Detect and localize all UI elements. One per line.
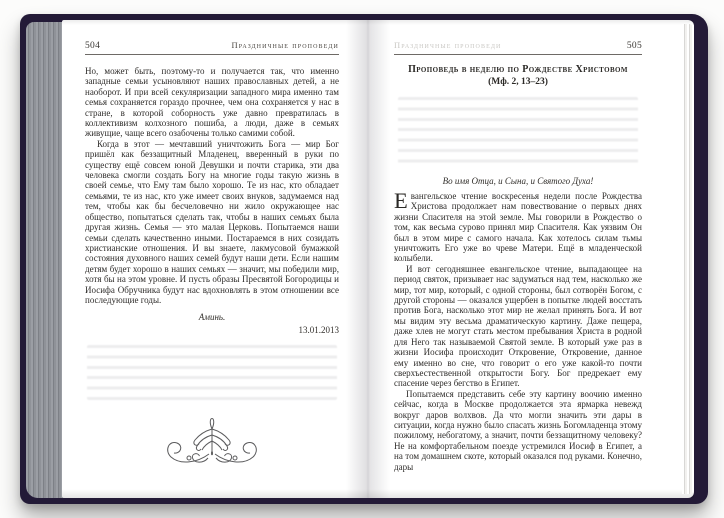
amen-line: Аминь. <box>198 312 226 323</box>
left-page-header <box>85 40 339 55</box>
running-title: Праздничные проповеди <box>231 40 339 50</box>
right-page-header <box>394 40 642 55</box>
drop-cap-initial: Е <box>394 188 408 213</box>
left-page <box>85 40 339 481</box>
right-page-body <box>394 188 642 472</box>
paragraph: Но, может быть, поэтому-то и получается так, что именно западные семьи усыновляют наших православных детей, а не наоборот. И при всей секуляризации западного мира именно там семья сохраняется гораздо прочнее, чем она сохраняется у нас в стране, в которой соборность уже давно превратилась в коллективизм колхозного пошиба, а люди, даже в семьях живущие, чаще всего озабочены только самими собой. <box>85 66 339 139</box>
paragraph-text: вангельское чтение воскресенья недели после Рождества Христова продолжает нам повествование о первых днях жизни Спасителя на этой земле. Мы говорили в Рождество о том, как весьма сурово принял мир Спасителя. Как уязвим Он был в этом мире с самого начала. Как хотелось силам тьмы уничтожить Его уже во чреве Матери. Ещё в младенческой колыбели. <box>394 191 642 264</box>
end-of-sermon-ornament <box>85 412 339 481</box>
sermon-title-reference: (Мф. 2, 13–23) <box>488 77 548 87</box>
page-block-fore-edge-left <box>26 22 66 498</box>
right-page <box>394 40 642 472</box>
running-title-faint: Праздничные проповеди <box>394 40 502 50</box>
page-number-right: 505 <box>626 41 642 51</box>
paragraph-with-dropcap <box>394 188 642 264</box>
paragraph: И вот сегодняшнее евангельское чтение, выпадающее на период святок, призывает нас задуматься над тем, насколько же мир, тот мир, который, с одной стороны, был сотворён Богом, с другой стороны — оказался ущербен в попытке людей восстать против Бога, насколько этот мир не желал принять Бога. И вот мы видим эту весьма драматическую картину. Даже пещера, даже хлев не могут стать местом пребывания Христа в родной для Него так называемой Святой земле. В который уже раз в жизни Иосифа происходит Откровение, Откровение, данное ему именно во сне, что говорит о его уже какой-то почти сверхъестественной открытости Богу. Бог предрекает ему спасение через бегство в Египет. <box>394 263 642 389</box>
invocation-line: Во имя Отца, и Сына, и Святого Духа! <box>442 176 594 186</box>
page-block-fore-edge-right <box>682 24 694 494</box>
date-line: 13.01.2013 <box>298 325 339 336</box>
paragraph: Когда в этот — мечтавший уничтожить Бога — мир Бог пришёл как беззащитный Младенец, вверенный в руки по существу ещё совсем юной Девушки и почти старика, эти два человека смогли создать Богу на многие годы такую жизнь в своей семье, что Ему там было хорошо. Те из нас, кто обладает семьями, те из нас, кто уже имеет своих внуков, задумаемся над тем, чтобы как бы бесчеловечно ни жило окружающее нас общество, попытаться сделать так, чтобы в наших семьях была другая жизнь. Семья — это малая Церковь. Попытаемся наши семьи сделать качественно иными. Постараемся в них созидать христианские отношения. И вы знаете, лакмусовой бумажкой состояния духовного наших семей будут наши дети. Если нашим детям будет хорошо в наших семьях — значит, мы победили мир, хотя бы на этом уровне. И пусть образы Пресвятой Богородицы и Иосифа Обручника будут нас вдохновлять в этом отношении все последующие годы. <box>85 138 339 305</box>
showthrough-text-ghost <box>398 97 638 169</box>
sermon-title-text: Проповедь в неделю по Рождестве Христовом <box>408 64 628 75</box>
gutter-shadow <box>346 20 390 498</box>
showthrough-text-ghost <box>87 345 337 400</box>
page-number-left: 504 <box>85 41 101 51</box>
left-page-body <box>85 66 339 305</box>
flourish-ornament-icon <box>150 412 274 476</box>
paragraph: Попытаемся представить себе эту картину воочию именно сейчас, когда в Москве продолжается эта ярмарка невежд вокруг даров волхвов. Да что могли значить эти дары в ситуации, когда нужно было спасать жизнь Богомладенца этому пожилому, небогатому, а значит, почти беззащитному человеку? Не на комфортабельном поезде устремился Иосиф в Египет, а на том домашнем скоте, который оказался под руками. Конечно, дары <box>394 388 642 472</box>
sermon-title <box>394 64 642 89</box>
